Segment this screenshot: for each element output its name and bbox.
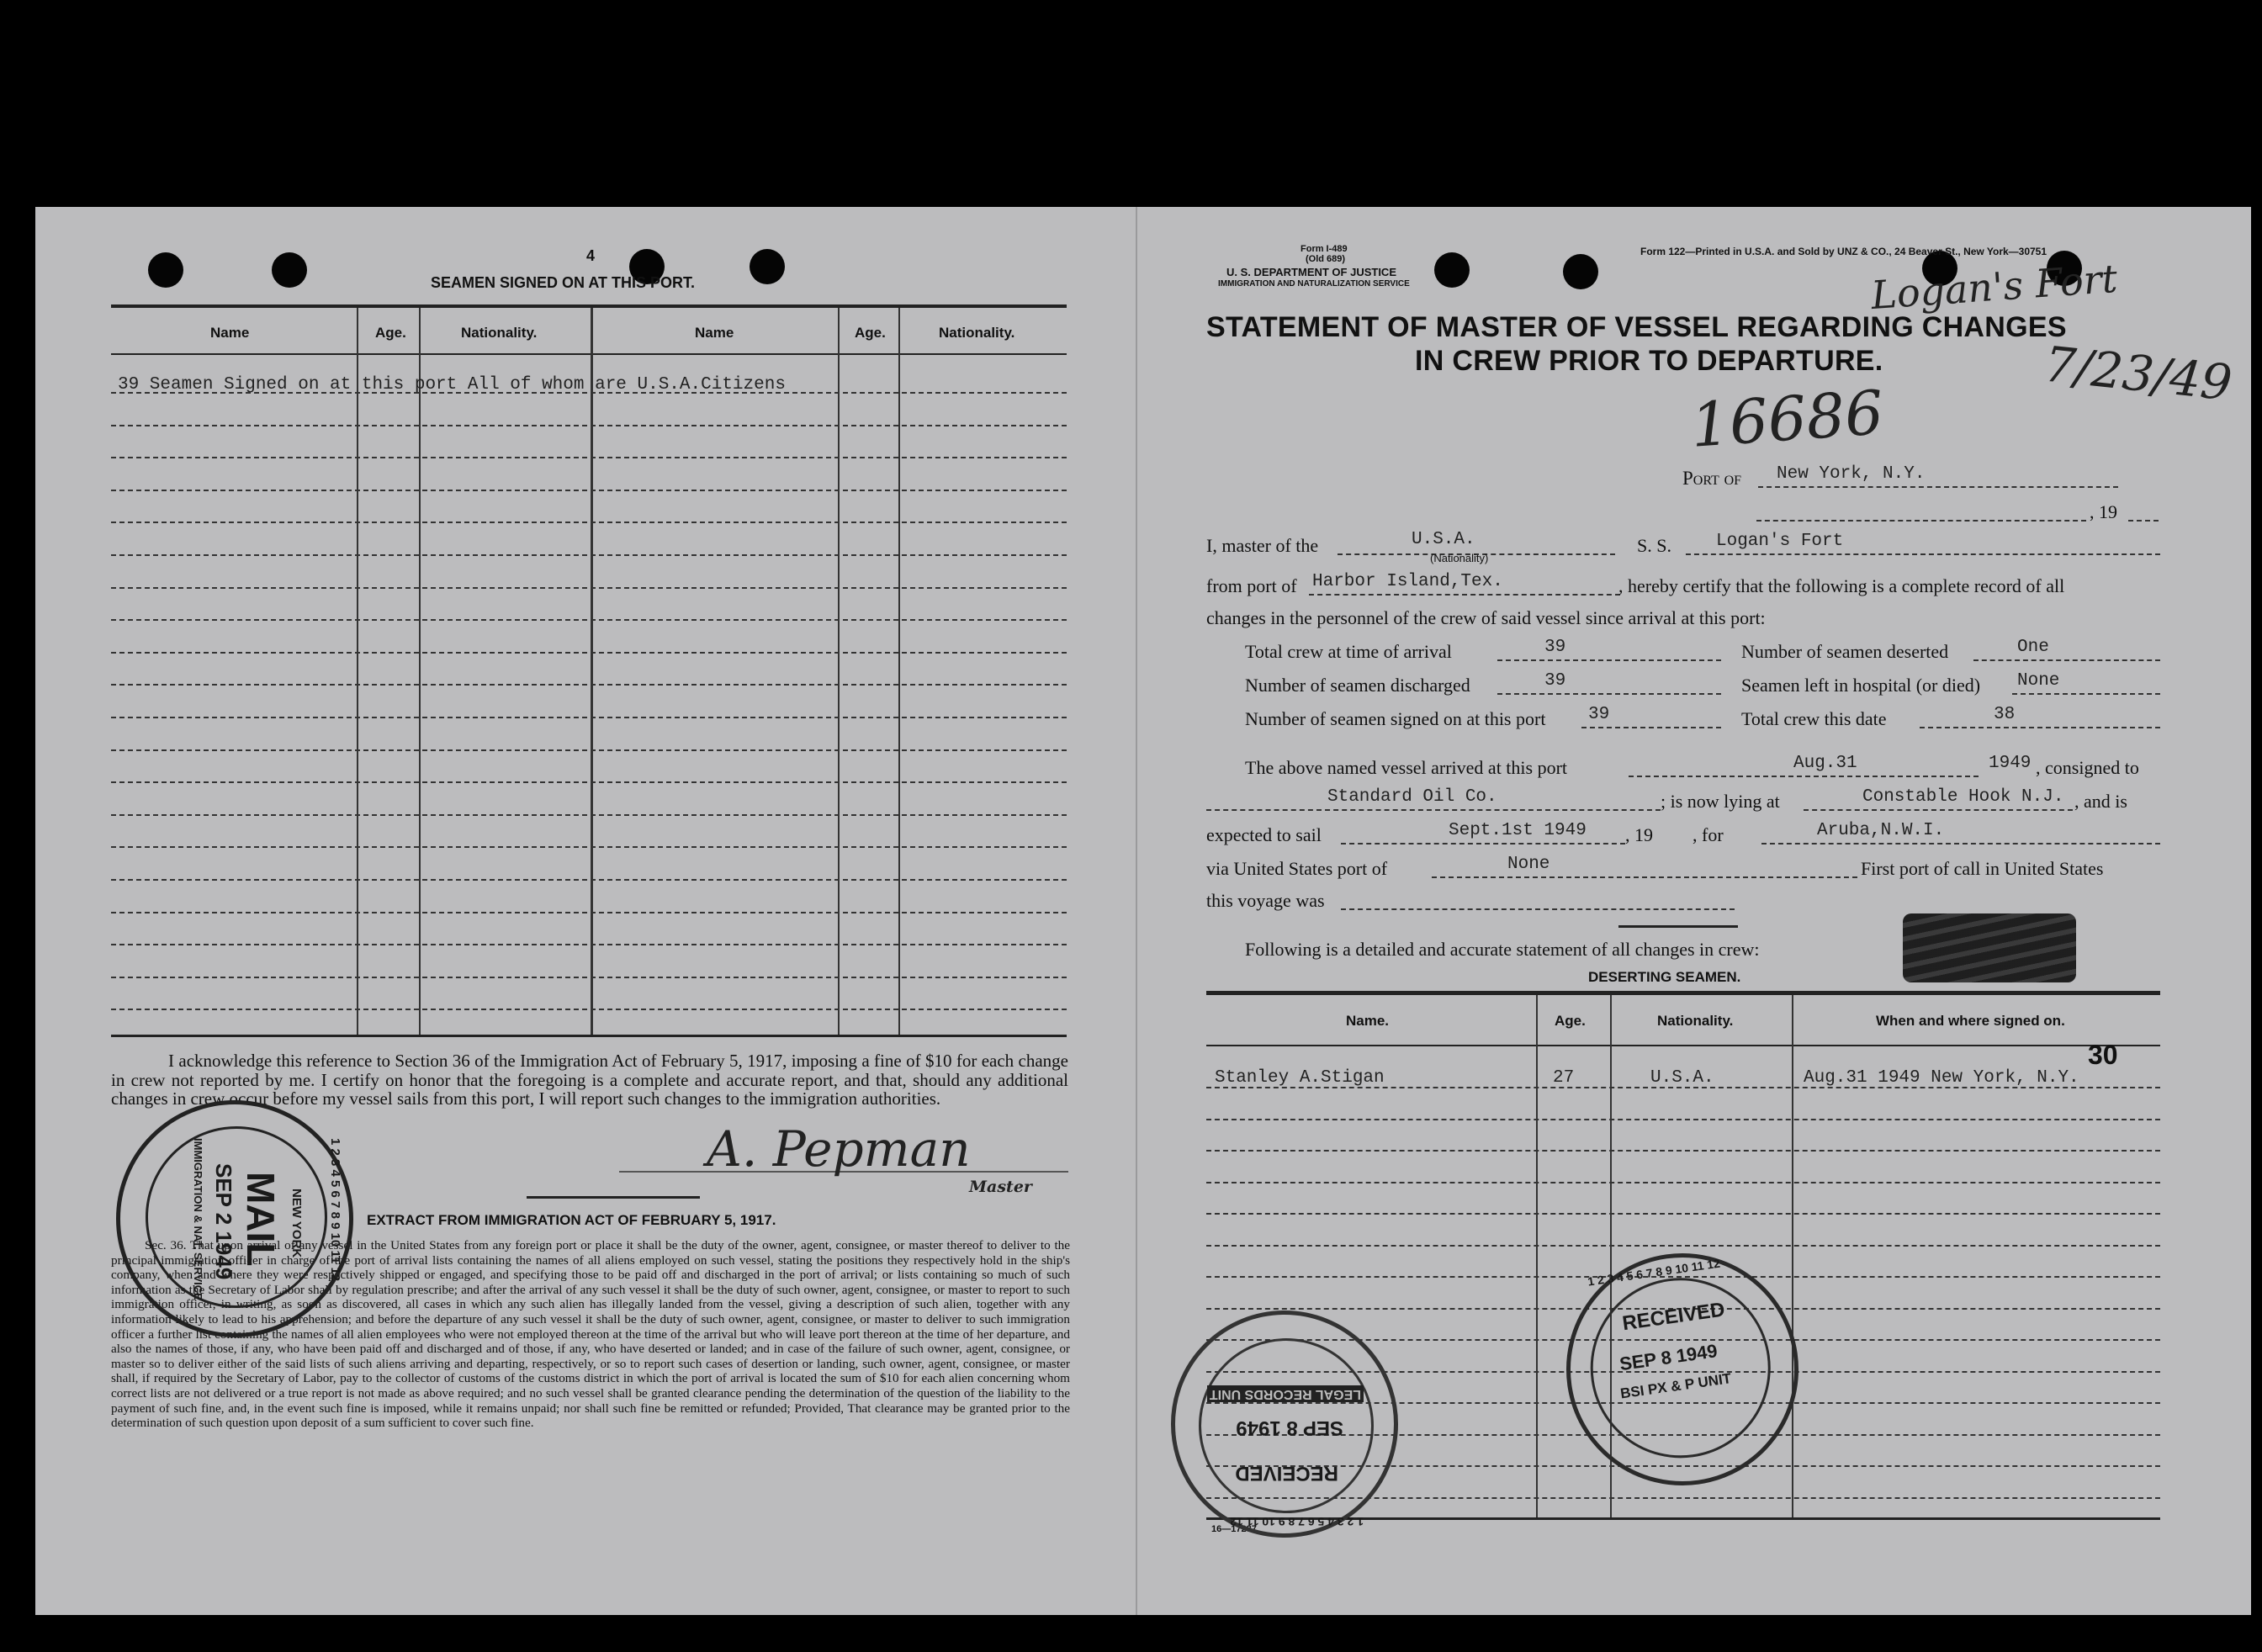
extract-divider [527, 1196, 700, 1199]
consignee-line [1206, 809, 1661, 811]
received-stamp-legal [1171, 1310, 1398, 1538]
deserter-name: Stanley A.Stigan [1215, 1068, 1385, 1088]
row-count-note: 30 [2088, 1040, 2118, 1070]
table-row-line [111, 977, 1067, 978]
mail-stamp-label: MAIL [239, 1172, 283, 1267]
table-row-line [111, 944, 1067, 945]
col-header-nationality: Nationality. [461, 325, 538, 341]
bsi-stamp-date: SEP 8 1949 [1618, 1340, 1719, 1375]
legal-stamp-date: SEP 8 1949 [1236, 1416, 1343, 1439]
handwritten-date: 7/23/49 [2042, 335, 2235, 412]
legal-stamp-unit: LEGAL RECORDS UNIT [1207, 1385, 1364, 1402]
total-crew-date-label: Total crew this date [1741, 708, 1887, 729]
consigned-label: , consigned to [2036, 757, 2139, 778]
date-line [1756, 520, 2086, 522]
consignee-value: Standard Oil Co. [1327, 787, 1497, 807]
hospital-value: None [2017, 671, 2060, 691]
form-old-number: (Old 689) [1306, 254, 1346, 264]
ss-label: S. S. [1637, 535, 1671, 556]
total-crew-date-line [1920, 727, 2160, 728]
redacted-scribble [1903, 913, 2076, 982]
deserting-row-line [1206, 1245, 2160, 1247]
table-row-line [111, 781, 1067, 783]
for-label: , for [1693, 824, 1724, 845]
total-crew-arrival-label: Total crew at time of arrival [1245, 641, 1452, 662]
statement-title-line1: STATEMENT OF MASTER OF VESSEL REGARDING CHANGES [1206, 311, 2067, 343]
table-header-rule [111, 353, 1067, 355]
table-top-rule [111, 304, 1067, 308]
arrived-year: 1949 [1989, 754, 2032, 773]
nationality-caption: (Nationality) [1430, 552, 1489, 564]
des-column-divider [1792, 995, 1793, 1518]
left-page-title: SEAMEN SIGNED ON AT THIS PORT. [431, 274, 696, 291]
arrived-line [1629, 776, 1979, 777]
first-port-label: First port of call in United States [1861, 858, 2104, 879]
certify-text: , hereby certify that the following is a complete record of all [1618, 575, 2065, 596]
expected-label: expected to sail [1206, 824, 1322, 845]
deserting-row-line [1206, 1182, 2160, 1183]
port-line [1758, 486, 2118, 488]
discharged-value: 39 [1544, 671, 1566, 691]
col-header-age-2: Age. [855, 325, 886, 341]
expected-value: Sept.1st 1949 [1449, 821, 1587, 840]
table-row-line [111, 846, 1067, 848]
punch-hole [1563, 254, 1598, 289]
expected-line [1341, 843, 1625, 845]
discharged-line [1497, 693, 1721, 695]
following-label: Following is a detailed and accurate statement of all changes in crew: [1245, 939, 1760, 960]
form-number: Form I-489 [1301, 244, 1348, 254]
page-number: 4 [586, 247, 596, 264]
table-row-line [111, 652, 1067, 654]
col-header-age: Age. [375, 325, 406, 341]
year-line [2128, 520, 2159, 522]
from-port-line [1309, 594, 1620, 596]
seamen-signed-entry: 39 Seamen Signed on at this port All of whom are U.S.A.Citizens [118, 375, 786, 394]
punch-hole [272, 252, 307, 288]
des-column-divider [1536, 995, 1538, 1518]
table-row-line [111, 522, 1067, 523]
extract-title: EXTRACT FROM IMMIGRATION ACT OF FEBRUARY 5, 1917. [367, 1212, 776, 1228]
master-signature: A. Pepman [707, 1120, 971, 1178]
lying-line [1804, 809, 2073, 811]
des-header-signed-on: When and where signed on. [1876, 1013, 2065, 1029]
mail-stamp-date: SEP 2 1949 [211, 1163, 236, 1280]
service-name: IMMIGRATION AND NATURALIZATION SERVICE [1218, 279, 1410, 289]
statement-title-line2: IN CREW PRIOR TO DEPARTURE. [1415, 345, 1883, 377]
footer-code: 16—17287 [1211, 1524, 1257, 1534]
des-header-name: Name. [1346, 1013, 1390, 1029]
table-row-line [111, 425, 1067, 426]
deserting-row-line [1206, 1213, 2160, 1215]
hospital-label: Seamen left in hospital (or died) [1741, 675, 1981, 696]
table-row-line [111, 587, 1067, 589]
total-crew-arrival-line [1497, 659, 1721, 661]
column-divider [898, 308, 900, 1035]
arrived-label: The above named vessel arrived at this port [1245, 757, 1568, 778]
discharged-label: Number of seamen discharged [1245, 675, 1470, 696]
master-label: Master [969, 1178, 1032, 1196]
from-port-label: from port of [1206, 575, 1297, 596]
via-line [1432, 876, 1857, 878]
deserting-header-rule [1206, 1045, 2160, 1046]
table-row-line [111, 490, 1067, 491]
deserting-row-line [1206, 1150, 2160, 1152]
col-header-name: Name [210, 325, 250, 341]
deserted-value: One [2017, 638, 2049, 657]
lying-label: ; is now lying at [1661, 791, 1780, 812]
signed-on-line [1581, 727, 1721, 728]
deserted-label: Number of seamen deserted [1741, 641, 1949, 662]
via-label: via United States port of [1206, 858, 1388, 879]
deserted-line [1973, 659, 2160, 661]
nationality-value: U.S.A. [1412, 530, 1475, 549]
deserting-top-rule [1206, 991, 2160, 995]
deserter-signed-on: Aug.31 1949 New York, N.Y. [1804, 1068, 2079, 1088]
handwritten-vessel-name: Logan's Fort [1869, 255, 2119, 319]
table-row-line [111, 879, 1067, 881]
arrived-value: Aug.31 [1793, 754, 1857, 773]
deserter-age: 27 [1553, 1068, 1575, 1088]
table-row-line [111, 457, 1067, 458]
port-label: Port of [1682, 468, 1742, 489]
changes-text: changes in the personnel of the crew of said vessel since arrival at this port: [1206, 607, 1766, 628]
signed-on-value: 39 [1588, 705, 1610, 724]
acknowledgment-text: I acknowledge this reference to Section 36 of the Immigration Act of February 5, 1917, imposing a fine of $10 for each change in crew not reported by me. I certify on honor that the foregoing is a complete and accurate report, and that, should any additional changes in crew occur before my vessel sails from this port, I will report such changes to the immigration authorities. [111, 1051, 1068, 1109]
this-voyage-label: this voyage was [1206, 890, 1325, 911]
mail-stamp-service: IMMIGRATION & NAT. SERVICE [192, 1138, 204, 1300]
deserting-title: DESERTING SEAMEN. [1588, 969, 1741, 985]
lying-value: Constable Hook N.J. [1862, 787, 2064, 807]
hospital-line [2012, 693, 2160, 695]
ship-name: Logan's Fort [1716, 532, 1844, 551]
table-row-line [111, 912, 1067, 913]
mail-stamp [116, 1100, 353, 1337]
column-divider [419, 308, 421, 1035]
table-row-line [111, 1009, 1067, 1010]
column-divider [357, 308, 358, 1035]
mail-stamp-city: NEW YORK [289, 1189, 304, 1258]
punch-hole [1434, 252, 1470, 288]
extract-text: Sec. 36. That upon arrival of any vessel in the United States from any foreign port or place it shall be the duty of the owner, agent, consignee, or master thereof to deliver to the principal immigration officer in charge of the port of arrival lists containing the names of all aliens employed on such vessel, stating the positions they respectively hold in the ship's company, when and where they were respectively shipped or engaged, and specifying those to be paid off and discharged in the port of arrival; or lists containing so much of such information as the Secretary of Labor shall by regulation prescribe; and after the arrival of any such vessel it shall be the duty of such owner, agent, consignee, or master to report to such immigration officer, in writing, as soon as discovered, all cases in which any such alien has illegally landed from the vessel, giving a description of such alien, together with any information likely to lead to his apprehension; and before the departure of any such vessel it shall be the duty of such owner, agent, consignee, or master to deliver to such immigration officer a further list containing the names of all alien employees who were not employed thereon at the time of the arrival but who will leave port thereon at the time of her departure, and also the names of those, if any, who have been paid off and discharged and of those, if any, who have deserted or landed; and in case of the failure of such owner, agent, consignee, or master so to deliver either of the said lists of such aliens arriving and departing, respectively, or so to report such cases of desertion or landing, such owner, agent, consignee, or master shall, if required by the Secretary of Labor, pay to the collector of customs of the customs district in which the port of arrival is located the sum of $10 for each alien concerning whom correct lists are not delivered or a true report is not made as above required; and no such vessel shall be granted clearance pending the determination of the question of the liability to the payment of such fine, and, in the event such fine is imposed, while it remains unpaid; nor shall such fine be remitted or refunded; Provided, That clearance may be granted prior to the determination of such question upon deposit of a sum sufficient to cover such fine. [111, 1238, 1070, 1431]
column-divider [838, 308, 840, 1035]
total-crew-arrival-value: 39 [1544, 638, 1566, 657]
ship-line [1686, 553, 2160, 555]
for-line [1761, 843, 2160, 845]
from-port-value: Harbor Island,Tex. [1312, 572, 1503, 591]
department-name: U. S. DEPARTMENT OF JUSTICE [1226, 266, 1396, 278]
des-header-age: Age. [1555, 1013, 1586, 1029]
signed-on-label: Number of seamen signed on at this port [1245, 708, 1546, 729]
short-divider [1618, 925, 1738, 928]
punch-hole [750, 249, 785, 284]
legal-stamp-ring: 1 2 3 4 5 6 7 8 9 10 11 12 [1230, 1515, 1364, 1528]
deserter-nationality: U.S.A. [1650, 1068, 1714, 1088]
via-value: None [1507, 855, 1550, 874]
bsi-stamp-title: RECEIVED [1620, 1298, 1727, 1336]
port-value: New York, N.Y. [1777, 464, 1926, 484]
punch-hole [148, 252, 183, 288]
printer-note: Form 122—Printed in U.S.A. and Sold by UNZ & CO., 24 Beaver St., New York—30751 [1640, 246, 2047, 257]
master-of-label: I, master of the [1206, 535, 1319, 556]
column-divider [591, 308, 593, 1035]
total-crew-date-value: 38 [1994, 705, 2016, 724]
bsi-stamp-unit: BSI PX & P UNIT [1619, 1370, 1733, 1402]
year-suffix: , 19 [2090, 501, 2117, 522]
col-header-name-2: Name [695, 325, 734, 341]
for-value: Aruba,N.W.I. [1817, 821, 1945, 840]
bsi-stamp-ring: 1 2 3 4 5 6 7 8 9 10 11 12 [1587, 1256, 1721, 1289]
table-row-line [111, 717, 1067, 718]
mail-stamp-ring: 1 2 3 4 5 6 7 8 9 10 11 12 [328, 1138, 342, 1282]
legal-stamp-title: RECEIVED [1235, 1462, 1338, 1485]
table-row-line [111, 749, 1067, 751]
table-row-line [111, 619, 1067, 621]
table-row-line [111, 554, 1067, 556]
des-header-nationality: Nationality. [1657, 1013, 1734, 1029]
page-fold [1136, 207, 1137, 1615]
and-is-label: , and is [2074, 791, 2127, 812]
nineteen-label: , 19 [1625, 824, 1653, 845]
handwritten-file-number: 16686 [1688, 377, 1886, 461]
table-row-line [111, 814, 1067, 816]
table-bottom-rule [111, 1035, 1067, 1037]
this-voyage-line [1341, 908, 1735, 910]
table-row-line [111, 684, 1067, 686]
col-header-nationality-2: Nationality. [939, 325, 1015, 341]
deserting-row-line [1206, 1119, 2160, 1120]
